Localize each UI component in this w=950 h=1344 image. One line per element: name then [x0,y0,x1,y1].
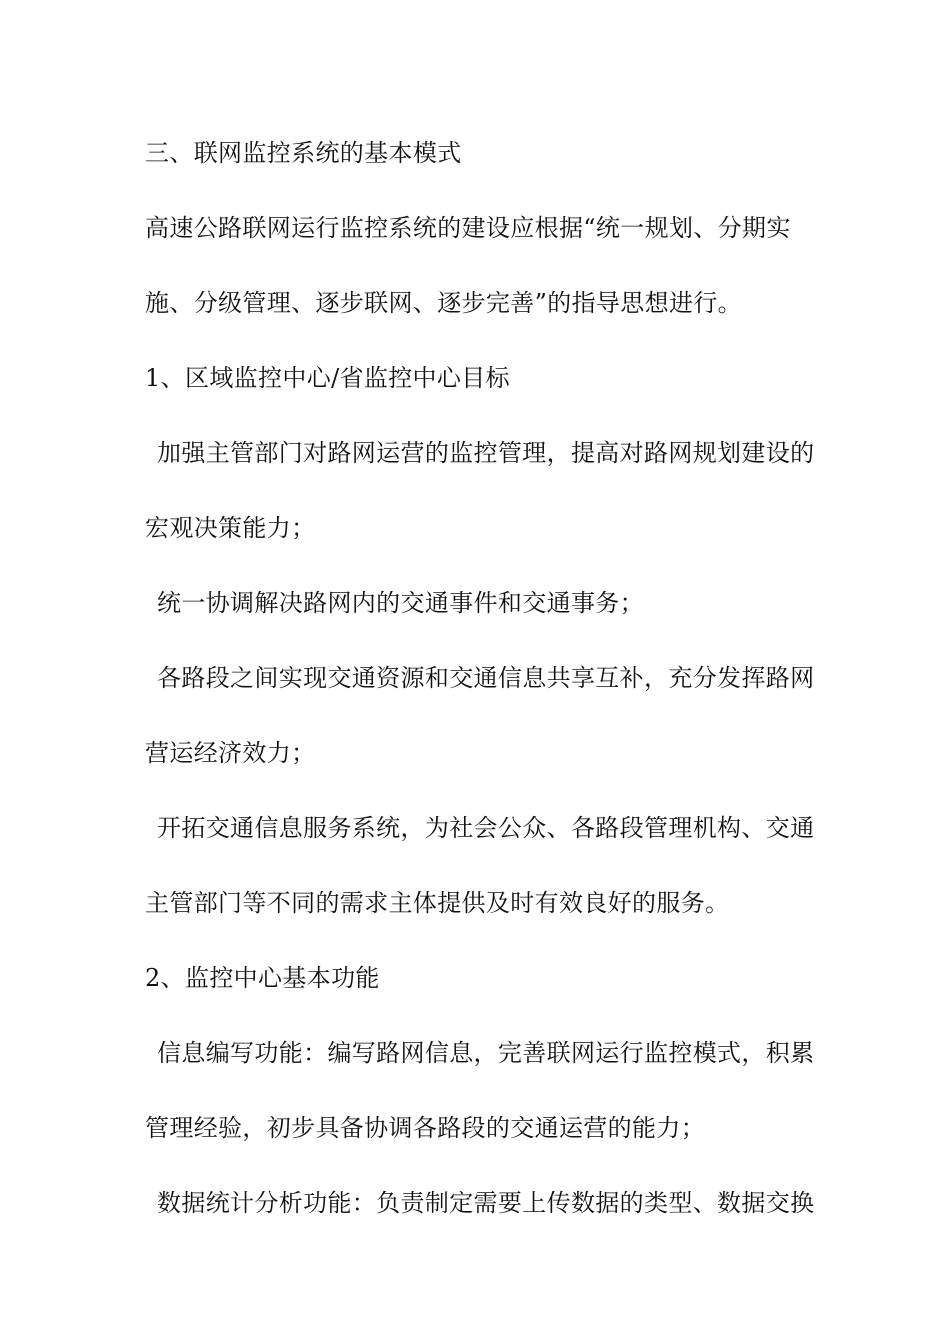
paragraph-line: 管理经验，初步具备协调各路段的交通运营的能力； [145,1114,706,1142]
paragraph-line: 宏观决策能力； [145,514,316,542]
paragraph-line: 开拓交通信息服务系统，为社会公众、各路段管理机构、交通 [157,814,815,842]
paragraph-line: 加强主管部门对路网运营的监控管理，提高对路网规划建设的 [157,439,815,467]
paragraph-line: 数据统计分析功能：负责制定需要上传数据的类型、数据交换 [157,1189,815,1217]
paragraph-line: 高速公路联网运行监控系统的建设应根据“统一规划、分期实 [145,214,791,242]
paragraph-line: 各路段之间实现交通资源和交通信息共享互补，充分发挥路网 [157,664,815,692]
paragraph-line: 信息编写功能：编写路网信息，完善联网运行监控模式，积累 [157,1039,815,1067]
paragraph-line: 主管部门等不同的需求主体提供及时有效良好的服务。 [145,889,730,917]
subsection-heading: 1、区域监控中心/省监控中心目标 [145,364,510,392]
section-heading: 三、联网监控系统的基本模式 [145,139,462,167]
paragraph-line: 施、分级管理、逐步联网、逐步完善”的指导思想进行。 [145,289,743,317]
paragraph-line: 营运经济效力； [145,739,316,767]
paragraph-line: 统一协调解决路网内的交通事件和交通事务； [157,589,644,617]
subsection-heading: 2、监控中心基本功能 [145,964,380,992]
